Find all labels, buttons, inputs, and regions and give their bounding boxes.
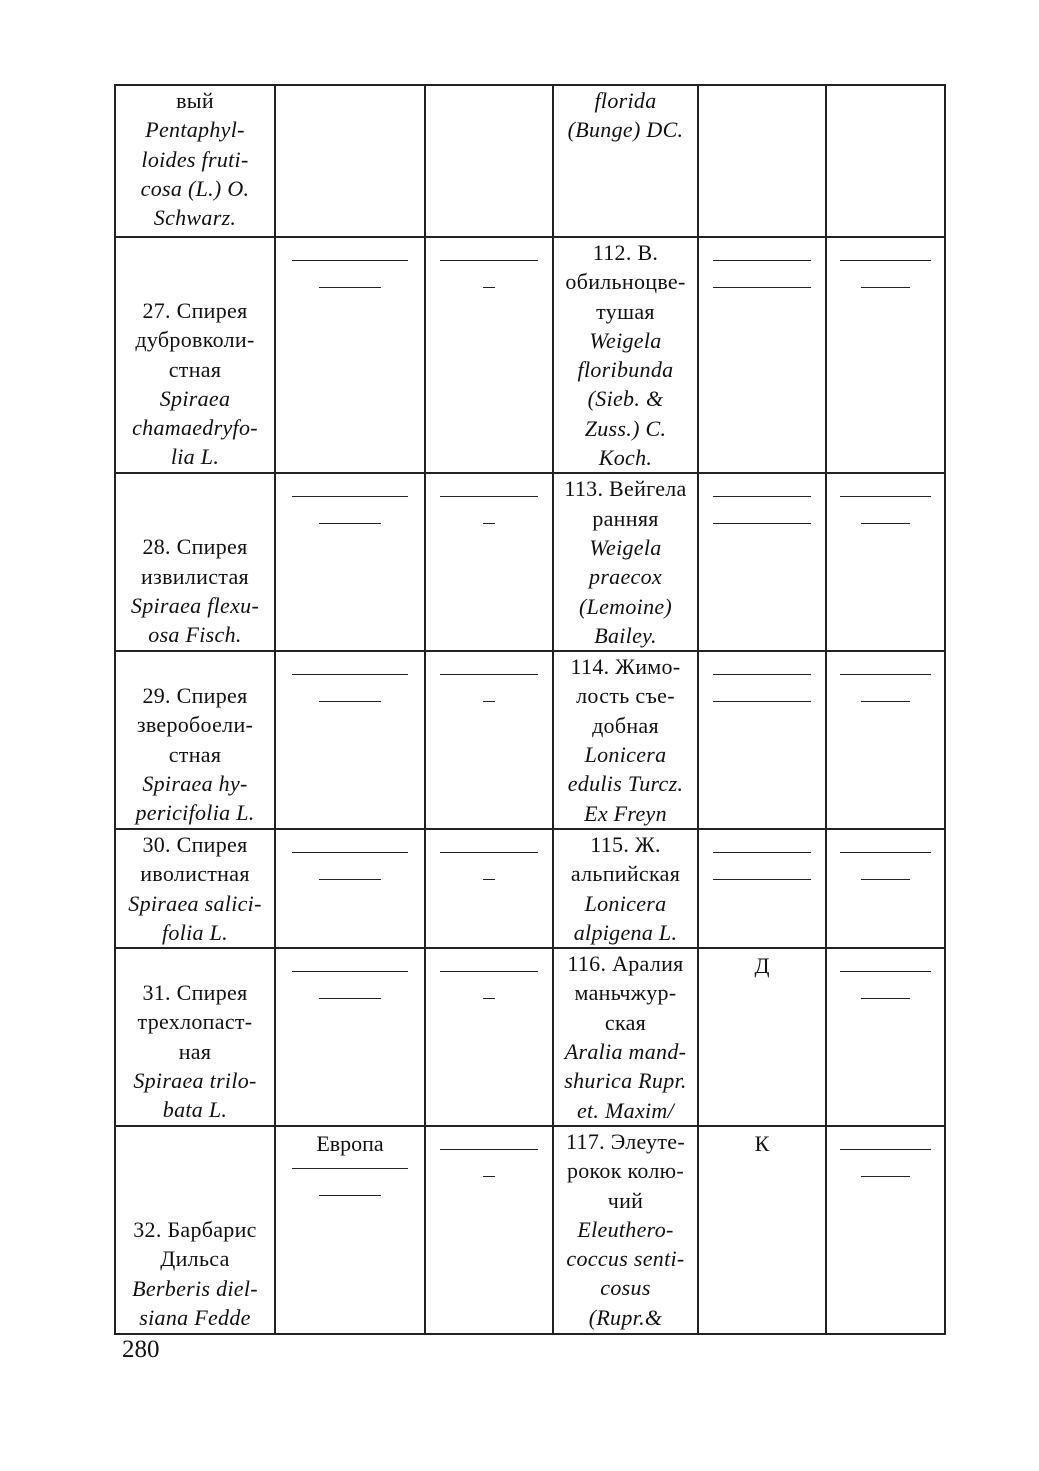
short-dash [861,1176,910,1177]
long-dash [713,674,811,675]
tiny-dash [483,879,495,880]
long-dash [292,1168,407,1169]
dash-cell [275,829,425,948]
species-name-ru: 115. Ж. альпийская [570,831,681,887]
long-dash [713,701,811,702]
long-dash [840,971,931,972]
species-cell-right [553,1126,698,1334]
species-name-ru: 29. Спирея зверобоели- стная [136,683,254,767]
species-name-ru: 113. Вейгела ранняя [564,476,687,531]
empty-cell [425,85,553,237]
dash-cell [826,1126,945,1334]
species-name-ru: вый [176,88,214,113]
category-cell [698,948,826,1126]
short-dash [319,998,381,999]
species-name-latin: Lonicera alpigena L. [573,890,678,945]
long-dash [440,674,538,675]
species-cell-right [553,948,698,1126]
long-dash [292,496,407,497]
short-dash [319,701,381,702]
species-name-latin: Spiraea flexu- osa Fisch. [130,592,260,648]
species-cell-left [115,473,275,651]
dash-cell [275,237,425,473]
species-name-ru: 112. В. обильноцве- тушая [565,240,686,324]
dash-cell [425,651,553,829]
species-cell-left [115,1126,275,1334]
tiny-dash [483,998,495,999]
long-dash [440,260,538,261]
long-dash [840,1149,931,1150]
short-dash [319,879,381,880]
table-row [115,85,945,237]
species-name-latin: Aralia mand- shurica Rupr. et. Maxim/ [564,1039,687,1123]
species-name-latin: Eleuthero- coccus senti- cosus (Rupr.& [566,1216,685,1330]
table-row [115,473,945,651]
tiny-dash [483,701,495,702]
species-name-latin: Spiraea chamaedryfo- lia L. [132,385,258,470]
dash-cell [826,829,945,948]
region-cell [275,1126,425,1334]
short-dash [861,287,910,288]
species-cell-right [553,473,698,651]
region-text: Европа [316,1130,384,1156]
species-cell-right [553,651,698,829]
species-cell-right [553,237,698,473]
short-dash [861,701,910,702]
species-name-latin: Weigela floribunda (Sieb. & Zuss.) C. Koch. [577,327,674,471]
dash-cell [425,948,553,1126]
species-name-latin: florida (Bunge) DC. [567,88,684,143]
empty-cell [275,85,425,237]
species-cell-left [115,829,275,948]
long-dash [840,260,931,261]
long-dash [840,852,931,853]
empty-cell [698,85,826,237]
dash-cell [425,829,553,948]
long-dash [713,879,811,880]
species-cell-left [115,237,275,473]
dash-cell [275,948,425,1126]
dash-cell [698,473,826,651]
dash-cell [826,473,945,651]
dash-cell [425,1126,553,1334]
table-row [115,948,945,1126]
species-name-ru: 117. Элеуте- рокок колю- чий [566,1128,685,1213]
long-dash [292,971,407,972]
long-dash [840,496,931,497]
category-letter: Д [754,953,770,979]
species-name-latin: Weigela praecox (Lemoine) Bailey. [578,534,673,648]
species-name-latin: Spiraea salici- folia L. [128,890,262,945]
dash-cell [826,237,945,473]
species-name-ru: 30. Спирея иволистная [140,831,250,887]
long-dash [713,260,811,261]
short-dash [861,879,910,880]
dash-cell [425,473,553,651]
species-name-latin: Pentaphyl- loides fruti- cosa (L.) O. Schwarz. [140,117,250,231]
species-cell-left [115,651,275,829]
species-name-latin: Berberis diel- siana Fedde [132,1275,258,1330]
short-dash [861,998,910,999]
dash-cell [275,473,425,651]
species-name-ru: 114. Жимо- лость съе- добная [570,654,681,738]
long-dash [440,496,538,497]
category-letter: К [754,1130,770,1156]
species-name-ru: 116. Аралия маньчжур- ская [567,951,684,1035]
plants-table [114,84,946,1335]
short-dash [319,523,381,524]
table-row [115,651,945,829]
species-name-latin: Spiraea trilo- bata L. [133,1068,257,1123]
species-name-ru: 27. Спирея дубровколи- стная [135,298,255,382]
species-cell-left [115,948,275,1126]
tiny-dash [483,1176,495,1177]
species-name-latin: Spiraea hy- pericifolia L. [135,771,255,826]
species-name-ru: 28. Спирея извилистая [141,534,249,589]
dash-cell [425,237,553,473]
long-dash [292,674,407,675]
page-number: 280 [122,1336,160,1363]
empty-cell [826,85,945,237]
dash-cell [826,651,945,829]
species-name-ru: 31. Спирея трехлопаст- ная [137,980,253,1064]
long-dash [840,674,931,675]
species-cell-right [553,829,698,948]
long-dash [713,523,811,524]
dash-cell [698,651,826,829]
species-cell-right [553,85,698,237]
long-dash [292,852,407,853]
long-dash [440,971,538,972]
table-row [115,237,945,473]
long-dash [713,852,811,853]
dash-cell [698,829,826,948]
category-cell [698,1126,826,1334]
short-dash [319,287,381,288]
dash-cell [826,948,945,1126]
species-cell-left [115,85,275,237]
tiny-dash [483,523,495,524]
long-dash [440,852,538,853]
species-name-ru: 32. Барбарис Дильса [133,1216,257,1272]
table-row [115,1126,945,1334]
table-row [115,829,945,948]
dash-cell [698,237,826,473]
long-dash [292,260,407,261]
long-dash [713,287,811,288]
species-name-latin: Lonicera edulis Turcz. Ex Freyn [567,742,684,826]
long-dash [713,496,811,497]
dash-cell [275,651,425,829]
short-dash [319,1195,381,1196]
short-dash [861,523,910,524]
long-dash [440,1149,538,1150]
tiny-dash [483,287,495,288]
